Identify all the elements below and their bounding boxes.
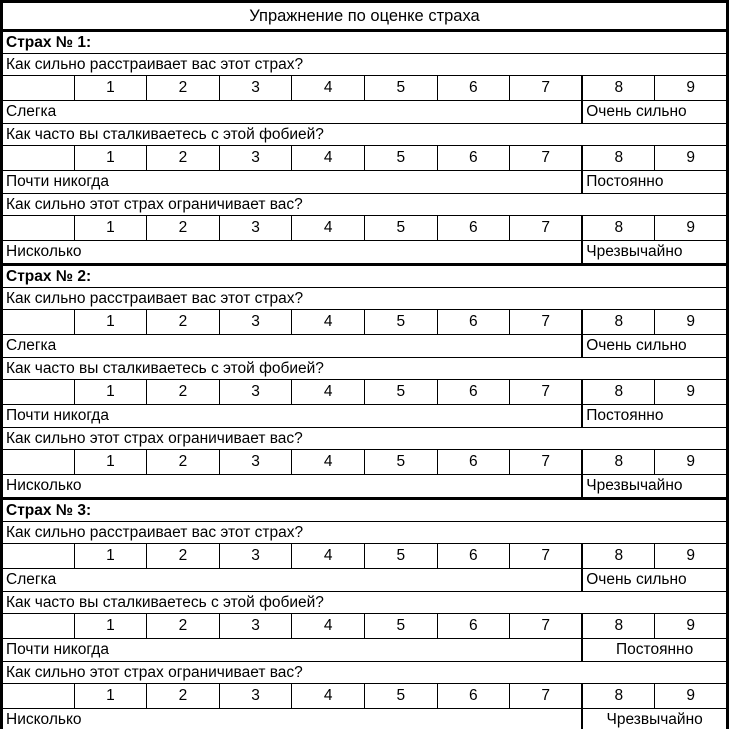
rating-blank-cell bbox=[2, 544, 75, 569]
rating-cell-4: 4 bbox=[292, 450, 365, 475]
rating-cell-9: 9 bbox=[655, 146, 728, 171]
section-2-header-row bbox=[2, 265, 728, 288]
rating-cell-9: 9 bbox=[655, 544, 728, 569]
anchor-label-high: Чрезвычайно bbox=[582, 709, 727, 729]
rating-cell-7: 7 bbox=[510, 76, 583, 101]
rating-cell-5: 5 bbox=[364, 76, 437, 101]
anchor-label-low: Почти никогда bbox=[2, 171, 583, 194]
rating-scale-row bbox=[2, 216, 728, 241]
rating-blank-cell bbox=[2, 310, 75, 335]
rating-cell-8: 8 bbox=[582, 450, 655, 475]
rating-blank-cell bbox=[2, 684, 75, 709]
rating-cell-8: 8 bbox=[582, 684, 655, 709]
rating-cell-3: 3 bbox=[219, 310, 292, 335]
rating-cell-9: 9 bbox=[655, 216, 728, 241]
rating-cell-3: 3 bbox=[219, 76, 292, 101]
rating-blank-cell bbox=[2, 450, 75, 475]
anchor-label-low: Почти никогда bbox=[2, 639, 583, 662]
rating-cell-9: 9 bbox=[655, 684, 728, 709]
rating-cell-4: 4 bbox=[292, 216, 365, 241]
rating-cell-4: 4 bbox=[292, 684, 365, 709]
rating-cell-3: 3 bbox=[219, 614, 292, 639]
anchor-labels-row bbox=[2, 709, 728, 729]
rating-cell-8: 8 bbox=[582, 544, 655, 569]
rating-cell-6: 6 bbox=[437, 450, 510, 475]
rating-cell-8: 8 bbox=[582, 310, 655, 335]
rating-scale-row bbox=[2, 450, 728, 475]
section-3-header: Страх № 3: bbox=[2, 499, 728, 522]
section-3-question-3-row bbox=[2, 662, 728, 684]
rating-cell-5: 5 bbox=[364, 544, 437, 569]
rating-cell-7: 7 bbox=[510, 684, 583, 709]
rating-cell-6: 6 bbox=[437, 544, 510, 569]
rating-cell-7: 7 bbox=[510, 380, 583, 405]
rating-cell-6: 6 bbox=[437, 310, 510, 335]
anchor-label-low: Слегка bbox=[2, 335, 583, 358]
rating-cell-2: 2 bbox=[147, 614, 220, 639]
rating-cell-6: 6 bbox=[437, 76, 510, 101]
rating-cell-2: 2 bbox=[147, 450, 220, 475]
rating-cell-5: 5 bbox=[364, 614, 437, 639]
rating-cell-5: 5 bbox=[364, 146, 437, 171]
rating-cell-2: 2 bbox=[147, 216, 220, 241]
section-2-question-2-row bbox=[2, 358, 728, 380]
section-1-question-2-row bbox=[2, 124, 728, 146]
rating-cell-1: 1 bbox=[74, 450, 147, 475]
rating-cell-5: 5 bbox=[364, 450, 437, 475]
rating-cell-8: 8 bbox=[582, 76, 655, 101]
rating-cell-8: 8 bbox=[582, 146, 655, 171]
rating-scale-row bbox=[2, 614, 728, 639]
anchor-labels-row bbox=[2, 241, 728, 265]
rating-cell-3: 3 bbox=[219, 146, 292, 171]
rating-scale-row bbox=[2, 544, 728, 569]
rating-cell-3: 3 bbox=[219, 450, 292, 475]
rating-cell-5: 5 bbox=[364, 684, 437, 709]
rating-scale-row bbox=[2, 76, 728, 101]
anchor-label-high: Чрезвычайно bbox=[582, 241, 727, 265]
rating-cell-4: 4 bbox=[292, 146, 365, 171]
anchor-labels-row bbox=[2, 569, 728, 592]
anchor-label-high: Очень сильно bbox=[582, 569, 727, 592]
rating-blank-cell bbox=[2, 614, 75, 639]
rating-cell-3: 3 bbox=[219, 216, 292, 241]
rating-blank-cell bbox=[2, 380, 75, 405]
rating-cell-4: 4 bbox=[292, 310, 365, 335]
rating-cell-9: 9 bbox=[655, 380, 728, 405]
rating-cell-6: 6 bbox=[437, 614, 510, 639]
rating-cell-2: 2 bbox=[147, 544, 220, 569]
rating-cell-1: 1 bbox=[74, 380, 147, 405]
rating-cell-1: 1 bbox=[74, 544, 147, 569]
anchor-label-low: Нисколько bbox=[2, 475, 583, 499]
anchor-labels-row bbox=[2, 475, 728, 499]
rating-cell-1: 1 bbox=[74, 216, 147, 241]
anchor-labels-row bbox=[2, 101, 728, 124]
form-title-row bbox=[2, 2, 728, 31]
rating-cell-6: 6 bbox=[437, 216, 510, 241]
question-text: Как часто вы сталкиваетесь с этой фобией? bbox=[2, 592, 728, 614]
section-3-header-row bbox=[2, 499, 728, 522]
rating-cell-2: 2 bbox=[147, 380, 220, 405]
rating-cell-7: 7 bbox=[510, 544, 583, 569]
anchor-label-high: Постоянно bbox=[582, 405, 727, 428]
section-1-header-row bbox=[2, 31, 728, 54]
rating-cell-9: 9 bbox=[655, 310, 728, 335]
rating-scale-row bbox=[2, 310, 728, 335]
rating-cell-4: 4 bbox=[292, 614, 365, 639]
question-text: Как сильно расстраивает вас этот страх? bbox=[2, 522, 728, 544]
rating-cell-8: 8 bbox=[582, 380, 655, 405]
section-3-question-1-row bbox=[2, 522, 728, 544]
rating-cell-3: 3 bbox=[219, 380, 292, 405]
rating-cell-3: 3 bbox=[219, 684, 292, 709]
rating-cell-8: 8 bbox=[582, 216, 655, 241]
rating-cell-1: 1 bbox=[74, 76, 147, 101]
question-text: Как часто вы сталкиваетесь с этой фобией? bbox=[2, 358, 728, 380]
rating-cell-1: 1 bbox=[74, 614, 147, 639]
anchor-label-high: Очень сильно bbox=[582, 335, 727, 358]
form-title: Упражнение по оценке страха bbox=[2, 2, 728, 31]
question-text: Как часто вы сталкиваетесь с этой фобией? bbox=[2, 124, 728, 146]
rating-cell-9: 9 bbox=[655, 614, 728, 639]
rating-scale-row bbox=[2, 684, 728, 709]
question-text: Как сильно этот страх ограничивает вас? bbox=[2, 428, 728, 450]
section-1-header: Страх № 1: bbox=[2, 31, 728, 54]
rating-cell-9: 9 bbox=[655, 76, 728, 101]
question-text: Как сильно этот страх ограничивает вас? bbox=[2, 194, 728, 216]
rating-cell-2: 2 bbox=[147, 146, 220, 171]
rating-cell-7: 7 bbox=[510, 450, 583, 475]
anchor-label-high: Очень сильно bbox=[582, 101, 727, 124]
section-2-question-1-row bbox=[2, 288, 728, 310]
rating-blank-cell bbox=[2, 216, 75, 241]
rating-cell-3: 3 bbox=[219, 544, 292, 569]
anchor-label-low: Слегка bbox=[2, 569, 583, 592]
rating-cell-5: 5 bbox=[364, 216, 437, 241]
rating-cell-4: 4 bbox=[292, 76, 365, 101]
section-1-question-3-row bbox=[2, 194, 728, 216]
rating-cell-5: 5 bbox=[364, 380, 437, 405]
rating-cell-1: 1 bbox=[74, 684, 147, 709]
anchor-label-high: Чрезвычайно bbox=[582, 475, 727, 499]
anchor-label-high: Постоянно bbox=[582, 639, 727, 662]
question-text: Как сильно расстраивает вас этот страх? bbox=[2, 288, 728, 310]
section-1-question-1-row bbox=[2, 54, 728, 76]
anchor-label-high: Постоянно bbox=[582, 171, 727, 194]
rating-blank-cell bbox=[2, 146, 75, 171]
rating-blank-cell bbox=[2, 76, 75, 101]
rating-cell-7: 7 bbox=[510, 216, 583, 241]
rating-cell-2: 2 bbox=[147, 684, 220, 709]
question-text: Как сильно расстраивает вас этот страх? bbox=[2, 54, 728, 76]
rating-cell-6: 6 bbox=[437, 380, 510, 405]
anchor-label-low: Почти никогда bbox=[2, 405, 583, 428]
rating-cell-8: 8 bbox=[582, 614, 655, 639]
rating-cell-7: 7 bbox=[510, 146, 583, 171]
anchor-labels-row bbox=[2, 171, 728, 194]
rating-scale-row bbox=[2, 380, 728, 405]
rating-scale-row bbox=[2, 146, 728, 171]
section-3-question-2-row bbox=[2, 592, 728, 614]
rating-cell-1: 1 bbox=[74, 310, 147, 335]
anchor-labels-row bbox=[2, 335, 728, 358]
rating-cell-7: 7 bbox=[510, 310, 583, 335]
rating-cell-5: 5 bbox=[364, 310, 437, 335]
anchor-labels-row bbox=[2, 405, 728, 428]
anchor-labels-row bbox=[2, 639, 728, 662]
rating-cell-6: 6 bbox=[437, 684, 510, 709]
section-2-header: Страх № 2: bbox=[2, 265, 728, 288]
rating-cell-1: 1 bbox=[74, 146, 147, 171]
anchor-label-low: Нисколько bbox=[2, 709, 583, 729]
rating-cell-2: 2 bbox=[147, 310, 220, 335]
section-2-question-3-row bbox=[2, 428, 728, 450]
rating-cell-4: 4 bbox=[292, 380, 365, 405]
rating-cell-9: 9 bbox=[655, 450, 728, 475]
anchor-label-low: Слегка bbox=[2, 101, 583, 124]
rating-cell-2: 2 bbox=[147, 76, 220, 101]
rating-cell-7: 7 bbox=[510, 614, 583, 639]
rating-cell-6: 6 bbox=[437, 146, 510, 171]
anchor-label-low: Нисколько bbox=[2, 241, 583, 265]
question-text: Как сильно этот страх ограничивает вас? bbox=[2, 662, 728, 684]
rating-cell-4: 4 bbox=[292, 544, 365, 569]
